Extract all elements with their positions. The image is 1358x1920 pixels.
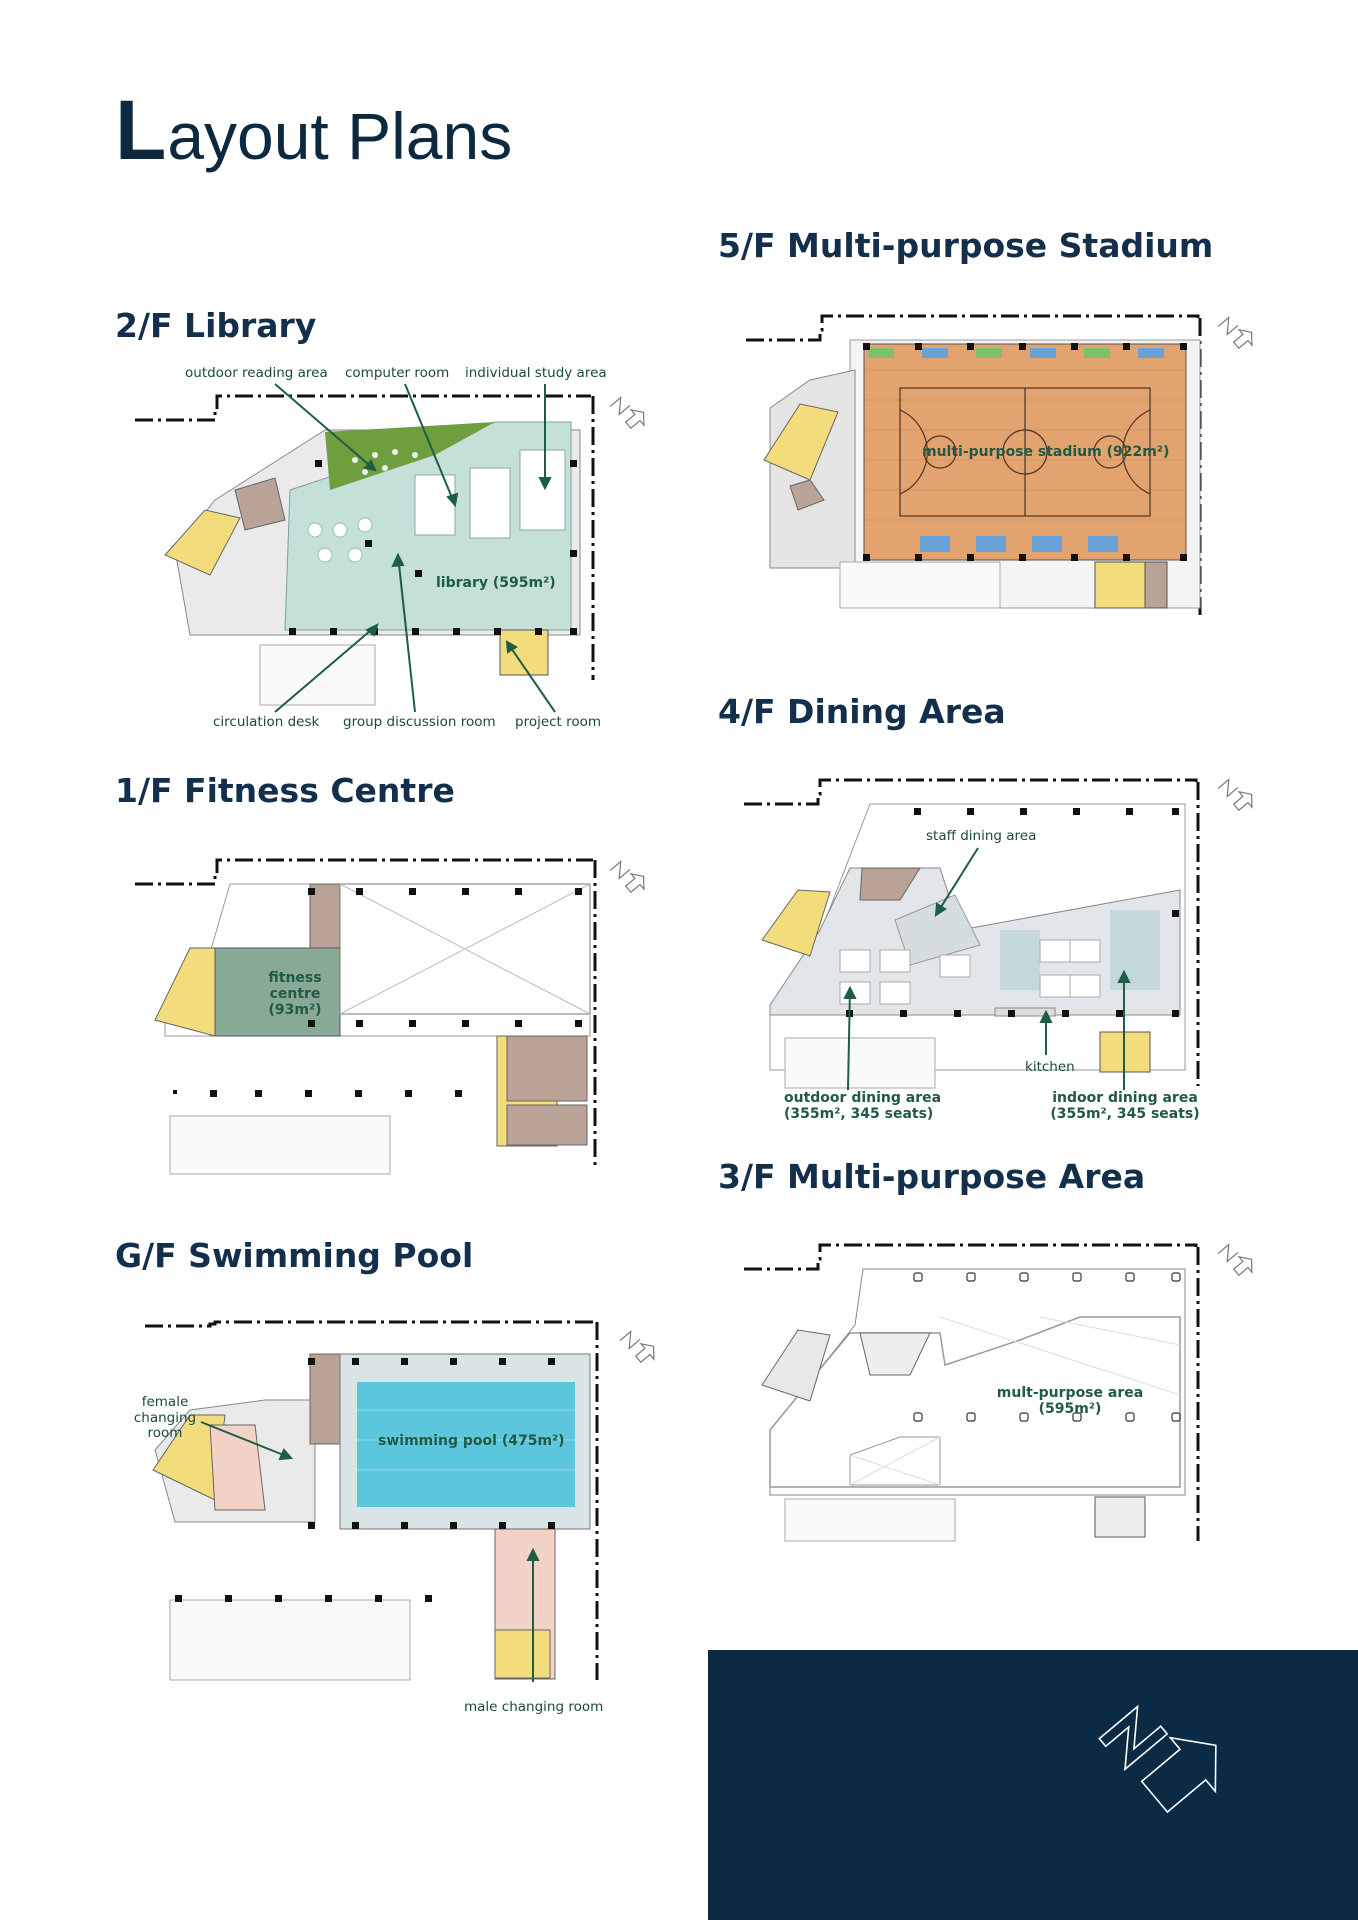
- pool-heading: G/F Swimming Pool: [115, 1236, 474, 1275]
- dining-kitchen-label: kitchen: [1025, 1059, 1075, 1075]
- multipurpose-plan: [740, 1225, 1260, 1545]
- pool-male-changing-label: male changing room: [464, 1699, 604, 1715]
- north-arrow-icon: [708, 1650, 1358, 1920]
- stadium-court-label: multi-purpose stadium (922m²): [922, 444, 1170, 460]
- pool-label: swimming pool (475m²): [378, 1433, 565, 1449]
- dining-plan-drawing: [740, 760, 1260, 1130]
- library-individual-study-label: individual study area: [465, 365, 607, 381]
- north-arrow-panel: [708, 1650, 1358, 1920]
- dining-staff-label: staff dining area: [926, 828, 1037, 844]
- library-computer-room-label: computer room: [345, 365, 450, 381]
- library-label: library (595m²): [436, 575, 556, 591]
- dining-plan: [740, 760, 1260, 1130]
- dining-indoor-label: indoor dining area (355m², 345 seats): [1050, 1090, 1200, 1123]
- library-plan-drawing: [115, 360, 655, 740]
- library-group-discussion-label: group discussion room: [343, 714, 496, 730]
- fitness-heading: 1/F Fitness Centre: [115, 771, 455, 810]
- library-heading: 2/F Library: [115, 306, 317, 345]
- library-circulation-desk-label: circulation desk: [213, 714, 320, 730]
- dining-heading: 4/F Dining Area: [718, 692, 1006, 731]
- library-project-room-label: project room: [515, 714, 602, 730]
- stadium-heading: 5/F Multi-purpose Stadium: [718, 226, 1214, 265]
- pool-plan-drawing: [115, 1300, 675, 1720]
- pool-plan: [115, 1300, 675, 1720]
- dining-outdoor-label: outdoor dining area (355m², 345 seats): [784, 1090, 942, 1123]
- page-title: Layout Plans: [115, 83, 513, 177]
- library-plan: [115, 360, 655, 740]
- fitness-plan: [115, 840, 655, 1180]
- stadium-plan: [740, 300, 1260, 620]
- fitness-plan-drawing: [115, 840, 655, 1180]
- multipurpose-label: mult-purpose area (595m²): [996, 1385, 1144, 1418]
- pool-female-changing-label: female changing room: [133, 1394, 197, 1442]
- multipurpose-heading: 3/F Multi-purpose Area: [718, 1157, 1146, 1196]
- fitness-centre-label: fitness centre (93m²): [268, 970, 322, 1019]
- library-outdoor-reading-label: outdoor reading area: [185, 365, 328, 381]
